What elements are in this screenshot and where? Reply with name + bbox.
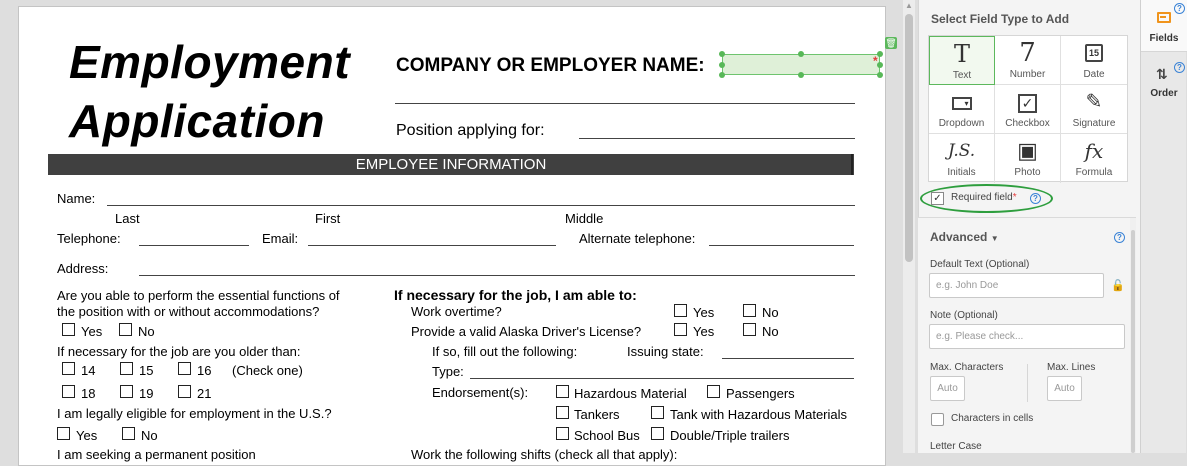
scroll-up-arrow-icon[interactable]: ▲ — [905, 1, 913, 10]
document-page — [18, 6, 897, 466]
check-one-label: (Check one) — [232, 363, 303, 378]
hazardous-material-checkbox[interactable] — [556, 385, 569, 398]
note-label: Note (Optional) — [930, 310, 998, 321]
initials-icon: J.S. — [947, 141, 976, 161]
letter-case-label: Letter Case — [930, 441, 982, 452]
order-tab-label: Order — [1150, 88, 1178, 99]
name-underline — [107, 205, 855, 206]
signature-icon: ✎ — [1085, 91, 1103, 113]
checkbox-icon: ✓ — [995, 90, 1060, 114]
double-triple-checkbox[interactable] — [651, 427, 664, 440]
required-field-label: Required field* — [951, 192, 1017, 203]
email-label: Email: — [262, 231, 299, 246]
eligible-yes-checkbox[interactable] — [57, 427, 70, 440]
alt-phone-label: Alternate telephone: — [579, 231, 696, 246]
field-type-initials[interactable] — [929, 134, 995, 183]
eligible-no-label: No — [141, 428, 158, 443]
name-label: Name: — [57, 191, 96, 206]
age-19-label: 19 — [139, 386, 154, 401]
panel-title: Select Field Type to Add — [931, 12, 1070, 26]
chars-in-cells-checkbox[interactable] — [931, 413, 944, 426]
advanced-help-icon[interactable]: ? — [1114, 232, 1125, 243]
field-type-signature-label: Signature — [1072, 118, 1116, 129]
calendar-icon: 15 — [1061, 41, 1127, 65]
default-text-label: Default Text (Optional) — [930, 259, 1030, 270]
essential-no-label: No — [138, 324, 155, 339]
middle-label: Middle — [565, 211, 604, 226]
school-bus-checkbox[interactable] — [556, 427, 569, 440]
field-handle[interactable] — [877, 72, 883, 78]
field-type-date-label: Date — [1083, 69, 1105, 80]
age-14-checkbox[interactable] — [62, 362, 75, 375]
essential-question-1: Are you able to perform the essential functions of — [57, 288, 340, 303]
alt-phone-underline — [709, 245, 854, 246]
field-required-star: * — [873, 54, 878, 68]
last-label: Last — [115, 211, 140, 226]
hazardous-material-label: Hazardous Material — [574, 386, 687, 401]
age-15-label: 15 — [139, 363, 154, 378]
number-icon: 7 — [1019, 38, 1036, 68]
telephone-underline — [139, 245, 249, 246]
fill-out-label: If so, fill out the following: — [432, 344, 578, 359]
address-label: Address: — [57, 261, 109, 276]
overtime-no-checkbox[interactable] — [743, 304, 756, 317]
text-icon: T — [953, 40, 970, 68]
field-type-text[interactable] — [929, 36, 995, 85]
field-type-dropdown[interactable] — [929, 85, 995, 134]
essential-no-checkbox[interactable] — [119, 323, 132, 336]
field-type-number[interactable] — [995, 36, 1061, 85]
school-bus-label: School Bus — [574, 428, 640, 443]
age-19-checkbox[interactable] — [120, 385, 133, 398]
issuing-state-label: Issuing state: — [627, 344, 704, 359]
eligible-question: I am legally eligible for employment in the U.S.? — [57, 406, 332, 421]
passengers-label: Passengers — [726, 386, 795, 401]
overtime-no-label: No — [762, 305, 779, 320]
first-label: First — [315, 211, 341, 226]
dropdown-icon: ▾ — [929, 90, 994, 114]
position-underline — [579, 138, 855, 139]
age-14-label: 14 — [81, 363, 96, 378]
panel-scrollbar-thumb[interactable] — [1131, 230, 1135, 453]
fields-tab[interactable] — [1141, 0, 1187, 52]
age-18-label: 18 — [81, 386, 96, 401]
title-employment: Employment — [69, 36, 351, 88]
passengers-checkbox[interactable] — [707, 385, 720, 398]
field-handle[interactable] — [719, 72, 725, 78]
photo-icon: ▣ — [1017, 138, 1038, 163]
side-rail — [1140, 0, 1186, 453]
work-overtime-label: Work overtime? — [411, 304, 502, 319]
field-handle[interactable] — [719, 62, 725, 68]
required-field-star: * — [1012, 192, 1017, 203]
field-type-dropdown-label: Dropdown — [938, 118, 985, 129]
field-type-formula[interactable] — [1061, 134, 1127, 183]
field-handle[interactable] — [798, 51, 804, 57]
section-header-edge — [851, 154, 853, 175]
position-label: Position applying for: — [396, 122, 545, 139]
essential-question-2: the position with or without accommodations? — [57, 304, 320, 319]
tankers-checkbox[interactable] — [556, 406, 569, 419]
max-lines-label: Max. Lines — [1047, 362, 1096, 373]
license-yes-label: Yes — [693, 324, 715, 339]
eligible-yes-label: Yes — [76, 428, 98, 443]
max-characters-input[interactable]: Auto — [930, 376, 965, 401]
field-type-photo[interactable] — [995, 134, 1061, 183]
company-underline — [395, 103, 855, 104]
age-18-checkbox[interactable] — [62, 385, 75, 398]
max-lines-input[interactable]: Auto — [1047, 376, 1082, 401]
age-21-checkbox[interactable] — [178, 385, 191, 398]
advanced-toggle[interactable]: Advanced ▼ — [930, 230, 999, 244]
address-underline — [139, 275, 855, 276]
tank-hazardous-checkbox[interactable] — [651, 406, 664, 419]
field-type-date[interactable] — [1061, 36, 1127, 85]
max-characters-label: Max. Characters — [930, 362, 1004, 373]
field-type-number-label: Number — [1009, 69, 1046, 80]
age-16-checkbox[interactable] — [178, 362, 191, 375]
cut-off-right-text: Work the following shifts (check all that apply): — [411, 447, 678, 462]
email-underline — [308, 245, 556, 246]
type-label: Type: — [432, 364, 464, 379]
overtime-yes-checkbox[interactable] — [674, 304, 687, 317]
fields-tab-label: Fields — [1149, 33, 1179, 44]
formula-icon: fx — [1084, 139, 1104, 163]
field-handle[interactable] — [719, 51, 725, 57]
field-type-signature[interactable] — [1061, 85, 1127, 134]
required-field-checkbox[interactable]: ✓ — [931, 192, 944, 205]
document-scrollbar-thumb[interactable] — [905, 14, 913, 262]
if-necessary-heading: If necessary for the job, I am able to: — [394, 287, 637, 303]
section-header — [48, 154, 854, 175]
age-16-label: 16 — [197, 363, 212, 378]
chars-in-cells-label: Characters in cells — [951, 413, 1034, 424]
age-21-label: 21 — [197, 386, 212, 401]
field-type-initials-label: Initials — [947, 167, 976, 178]
section-header-text: EMPLOYEE INFORMATION — [355, 156, 547, 173]
age-15-checkbox[interactable] — [120, 362, 133, 375]
field-type-grid — [928, 35, 1128, 182]
order-help-icon[interactable]: ? — [1174, 62, 1185, 73]
company-label: COMPANY OR EMPLOYER NAME: — [396, 55, 705, 76]
field-type-text-label: Text — [952, 70, 972, 81]
default-text-input[interactable]: e.g. John Doe — [929, 273, 1104, 298]
required-help-icon[interactable]: ? — [1030, 193, 1041, 204]
license-no-checkbox[interactable] — [743, 323, 756, 336]
cut-off-left-text: I am seeking a permanent position — [57, 447, 256, 462]
order-icon: ⇅ — [1156, 66, 1168, 82]
fields-icon-dot — [1160, 16, 1166, 18]
lock-icon[interactable]: 🔓 — [1111, 280, 1125, 292]
eligible-no-checkbox[interactable] — [122, 427, 135, 440]
field-type-checkbox-label: Checkbox — [1005, 118, 1050, 129]
tank-hazardous-label: Tank with Hazardous Materials — [670, 407, 848, 422]
note-input[interactable]: e.g. Please check... — [929, 324, 1125, 349]
older-question: If necessary for the job are you older than: — [57, 344, 301, 359]
order-tab[interactable] — [1141, 55, 1187, 107]
field-type-photo-label: Photo — [1014, 167, 1041, 178]
double-triple-label: Double/Triple trailers — [670, 428, 790, 443]
divider — [1027, 364, 1028, 402]
trash-icon[interactable]: 🗑 — [885, 38, 897, 48]
field-type-formula-label: Formula — [1075, 167, 1113, 178]
license-yes-checkbox[interactable] — [674, 323, 687, 336]
issuing-state-underline — [722, 358, 854, 359]
endorsement-label: Endorsement(s): — [432, 385, 529, 400]
tankers-label: Tankers — [574, 407, 620, 422]
title-application: Application — [69, 95, 325, 147]
overtime-yes-label: Yes — [693, 305, 715, 320]
type-underline — [470, 378, 854, 379]
drivers-license-label: Provide a valid Alaska Driver's License? — [411, 324, 642, 339]
essential-yes-checkbox[interactable] — [62, 323, 75, 336]
telephone-label: Telephone: — [57, 231, 121, 246]
essential-yes-label: Yes — [81, 324, 103, 339]
field-type-checkbox[interactable] — [995, 85, 1061, 134]
field-handle[interactable] — [798, 72, 804, 78]
license-no-label: No — [762, 324, 779, 339]
fields-help-icon[interactable]: ? — [1174, 3, 1185, 14]
chevron-down-icon: ▼ — [990, 234, 999, 243]
